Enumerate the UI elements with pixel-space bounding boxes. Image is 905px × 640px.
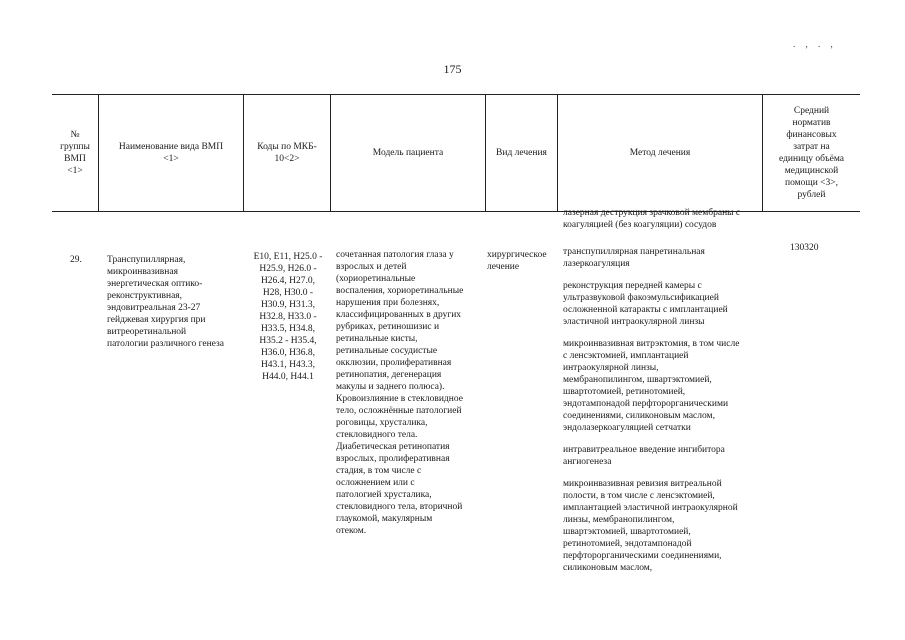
method-item: микроинвазивная витрэктомия, в том числе с ленсэктомией, имплантацией интраокулярной линзы, мембранопилингом, швартэктомией, швартотомией, ретинотомией, эндотампонадой перфторорганическими соединениями, силиконовым маслом, эндолазеркоагуляцией сетчатки (563, 339, 740, 433)
row-mkb-codes: E10, E11, H25.0 - H25.9, H26.0 - H26.4, H27.0, H28, H30.0 - H30.9, H31.3, H32.8, H33.0 - H33.5, H34.8, H35.2 - H35.4, H36.0, H36.8, H43.1, H43.3, H44.0, H44.1 (253, 252, 323, 382)
row-methods (563, 246, 768, 584)
header-group-no: № группы ВМП <1> (60, 129, 90, 176)
page-number: 175 (443, 62, 462, 76)
header-avg-cost: Средний норматив финансовых затрат на единицу объёма медицинской помощи <3>, рублей (778, 105, 845, 200)
method-item: реконструкция передней камеры с ультразвуковой факоэмульсификацией осложненной катаракты с имплантацией эластичной интраокулярной линзы (563, 281, 728, 327)
header-treatment-method: Метод лечения (629, 147, 691, 158)
page-marks: . , . , (793, 39, 837, 49)
row-avg-cost: 130320 (790, 243, 819, 253)
row-vmp-name: Транспупиллярная, микроинвазивная энергетическая оптико- реконструктивная, эндовитреальная 23-27 гейджевая хирургия при витреоретинальной патологии различного генеза (107, 255, 224, 349)
header-treatment-type: Вид лечения (496, 147, 547, 158)
continuation-method: лазерная деструкция зрачковой мембраны с коагуляцией (без коагуляции) сосудов (563, 208, 741, 230)
method-item: микроинвазивная ревизия витреальной полости, в том числе с ленсэктомией, имплантацией эластичной интраокулярной линзы, мембранопилингом, швартэктомией, швартотомией, ретинотомией, эндотампонадой перфторорганическими соединениями, силиконовым маслом, (563, 479, 738, 573)
header-vmp-name: Наименование вида ВМП <1> (118, 141, 224, 164)
row-patient-model: сочетанная патология глаза у взрослых и детей (хориоретинальные воспаления, хориоретинальные нарушения при болезнях, классифицированных в других рубриках, ретиношизис и ретинальные кисты, ретинальные сосудистые окклюзии, пролиферативная ретинопатия, дегенерация макулы и заднего полюса). Кровоизлияние в стекловидное тело, осложнённые патологией роговицы, хрусталика, стекловидного тела. Диабетическая ретинопатия взрослых, пролиферативная стадия, в том числе с осложнением или с патологией хрусталика, стекловидного тела, вторичной глаукомой, макулярным отеком. (336, 250, 464, 536)
header-patient-model: Модель пациента (372, 147, 444, 158)
row-treatment-type: хирургическое лечение (487, 250, 547, 272)
row-group-no: 29. (70, 255, 82, 265)
method-item: интравитреальное введение ингибитора ангиогенеза (563, 445, 725, 467)
header-mkb-codes: Коды по МКБ- 10<2> (257, 141, 317, 164)
method-item: транспупиллярная панретинальная лазеркоагуляция (563, 247, 705, 269)
